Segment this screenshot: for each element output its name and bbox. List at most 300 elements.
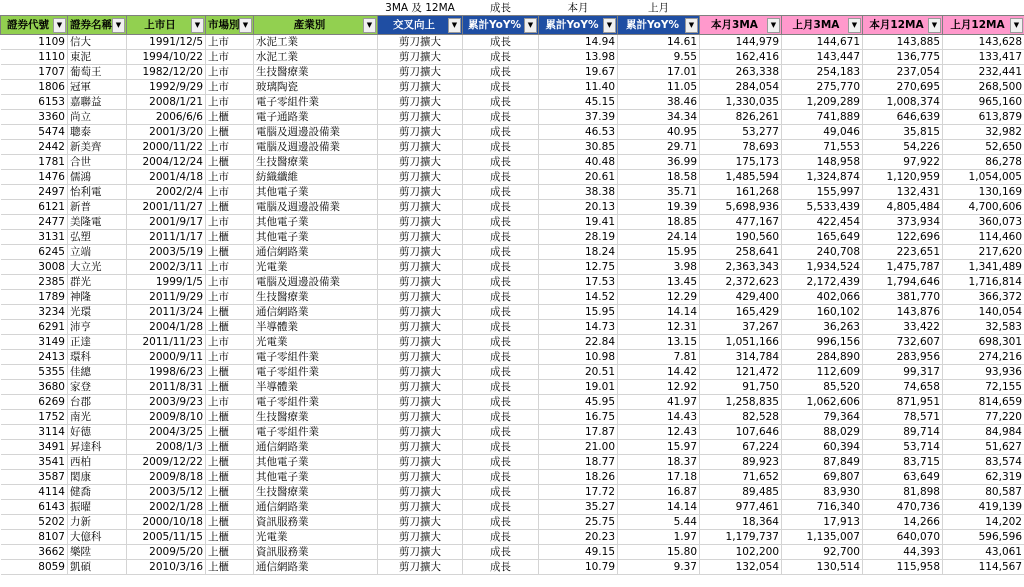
cell-this-month-yoy[interactable]: 13.98 — [539, 50, 618, 65]
cell-stock-code[interactable]: 2385 — [1, 275, 68, 290]
cell-market[interactable]: 上櫃 — [206, 530, 254, 545]
cell-this-month-yoy[interactable]: 35.27 — [539, 500, 618, 515]
cell-this-month-12ma[interactable]: 283,956 — [863, 350, 943, 365]
cell-last-month-yoy[interactable]: 1.97 — [618, 530, 700, 545]
cell-growth-yoy[interactable]: 成長 — [463, 365, 539, 380]
cell-cross-up[interactable]: 剪刀擴大 — [378, 425, 463, 440]
cell-this-month-12ma[interactable]: 115,958 — [863, 560, 943, 575]
cell-this-month-12ma[interactable]: 83,715 — [863, 455, 943, 470]
cell-this-month-yoy[interactable]: 17.53 — [539, 275, 618, 290]
cell-cross-up[interactable]: 剪刀擴大 — [378, 65, 463, 80]
cell-growth-yoy[interactable]: 成長 — [463, 335, 539, 350]
cell-market[interactable]: 上櫃 — [206, 515, 254, 530]
cell-cross-up[interactable]: 剪刀擴大 — [378, 260, 463, 275]
cell-listing-date[interactable]: 2002/2/4 — [127, 185, 206, 200]
cell-stock-code[interactable]: 1789 — [1, 290, 68, 305]
cell-stock-code[interactable]: 6269 — [1, 395, 68, 410]
cell-market[interactable]: 上市 — [206, 260, 254, 275]
cell-growth-yoy[interactable]: 成長 — [463, 560, 539, 575]
cell-stock-code[interactable]: 3149 — [1, 335, 68, 350]
cell-listing-date[interactable]: 2003/5/19 — [127, 245, 206, 260]
cell-stock-code[interactable]: 2442 — [1, 140, 68, 155]
cell-industry[interactable]: 其他電子業 — [254, 470, 378, 485]
cell-last-month-3ma[interactable]: 240,708 — [782, 245, 863, 260]
cell-this-month-3ma[interactable]: 144,979 — [700, 35, 782, 50]
cell-stock-name[interactable]: 正達 — [68, 335, 127, 350]
cell-this-month-3ma[interactable]: 977,461 — [700, 500, 782, 515]
filter-dropdown-icon[interactable]: ▼ — [928, 18, 941, 33]
cell-listing-date[interactable]: 2000/9/11 — [127, 350, 206, 365]
cell-market[interactable]: 上櫃 — [206, 410, 254, 425]
cell-last-month-12ma[interactable]: 114,460 — [943, 230, 1024, 245]
cell-industry[interactable]: 資訊服務業 — [254, 515, 378, 530]
cell-listing-date[interactable]: 2010/3/16 — [127, 560, 206, 575]
cell-last-month-12ma[interactable]: 51,627 — [943, 440, 1024, 455]
cell-this-month-3ma[interactable]: 91,750 — [700, 380, 782, 395]
cell-this-month-3ma[interactable]: 1,051,166 — [700, 335, 782, 350]
cell-growth-yoy[interactable]: 成長 — [463, 35, 539, 50]
cell-industry[interactable]: 通信網路業 — [254, 500, 378, 515]
cell-market[interactable]: 上市 — [206, 185, 254, 200]
cell-stock-name[interactable]: 冠軍 — [68, 80, 127, 95]
cell-stock-code[interactable]: 1806 — [1, 80, 68, 95]
cell-this-month-yoy[interactable]: 17.72 — [539, 485, 618, 500]
cell-last-month-yoy[interactable]: 18.85 — [618, 215, 700, 230]
cell-this-month-yoy[interactable]: 38.38 — [539, 185, 618, 200]
cell-cross-up[interactable]: 剪刀擴大 — [378, 50, 463, 65]
cell-listing-date[interactable]: 2011/8/31 — [127, 380, 206, 395]
cell-last-month-3ma[interactable]: 49,046 — [782, 125, 863, 140]
cell-listing-date[interactable]: 2009/5/20 — [127, 545, 206, 560]
cell-market[interactable]: 上櫃 — [206, 365, 254, 380]
cell-this-month-yoy[interactable]: 11.40 — [539, 80, 618, 95]
cell-stock-name[interactable]: 光環 — [68, 305, 127, 320]
cell-market[interactable]: 上市 — [206, 350, 254, 365]
cell-listing-date[interactable]: 2000/10/18 — [127, 515, 206, 530]
cell-this-month-12ma[interactable]: 81,898 — [863, 485, 943, 500]
cell-industry[interactable]: 半導體業 — [254, 320, 378, 335]
cell-this-month-12ma[interactable]: 97,922 — [863, 155, 943, 170]
cell-stock-name[interactable]: 樂陞 — [68, 545, 127, 560]
cell-industry[interactable]: 半導體業 — [254, 380, 378, 395]
cell-this-month-yoy[interactable]: 46.53 — [539, 125, 618, 140]
cell-this-month-yoy[interactable]: 20.23 — [539, 530, 618, 545]
cell-last-month-3ma[interactable]: 1,209,289 — [782, 95, 863, 110]
cell-listing-date[interactable]: 2001/4/18 — [127, 170, 206, 185]
cell-this-month-yoy[interactable]: 16.75 — [539, 410, 618, 425]
cell-last-month-12ma[interactable]: 52,650 — [943, 140, 1024, 155]
cell-listing-date[interactable]: 1994/10/22 — [127, 50, 206, 65]
filter-dropdown-icon[interactable]: ▼ — [524, 18, 537, 33]
cell-growth-yoy[interactable]: 成長 — [463, 80, 539, 95]
cell-last-month-yoy[interactable]: 19.39 — [618, 200, 700, 215]
cell-cross-up[interactable]: 剪刀擴大 — [378, 440, 463, 455]
cell-last-month-yoy[interactable]: 9.37 — [618, 560, 700, 575]
cell-stock-code[interactable]: 1110 — [1, 50, 68, 65]
cell-market[interactable]: 上櫃 — [206, 500, 254, 515]
cell-stock-name[interactable]: 神隆 — [68, 290, 127, 305]
cell-cross-up[interactable]: 剪刀擴大 — [378, 545, 463, 560]
cell-last-month-12ma[interactable]: 965,160 — [943, 95, 1024, 110]
cell-market[interactable]: 上市 — [206, 95, 254, 110]
cell-industry[interactable]: 電子零組件業 — [254, 395, 378, 410]
cell-cross-up[interactable]: 剪刀擴大 — [378, 500, 463, 515]
cell-stock-code[interactable]: 6143 — [1, 500, 68, 515]
cell-industry[interactable]: 玻璃陶瓷 — [254, 80, 378, 95]
cell-industry[interactable]: 電腦及週邊設備業 — [254, 200, 378, 215]
cell-last-month-yoy[interactable]: 24.14 — [618, 230, 700, 245]
cell-last-month-12ma[interactable]: 1,716,814 — [943, 275, 1024, 290]
cell-market[interactable]: 上櫃 — [206, 155, 254, 170]
cell-growth-yoy[interactable]: 成長 — [463, 245, 539, 260]
cell-last-month-3ma[interactable]: 87,849 — [782, 455, 863, 470]
cell-this-month-3ma[interactable]: 78,693 — [700, 140, 782, 155]
cell-last-month-12ma[interactable]: 80,587 — [943, 485, 1024, 500]
cell-this-month-3ma[interactable]: 429,400 — [700, 290, 782, 305]
cell-listing-date[interactable]: 2001/11/27 — [127, 200, 206, 215]
cell-this-month-12ma[interactable]: 143,885 — [863, 35, 943, 50]
cell-stock-code[interactable]: 1109 — [1, 35, 68, 50]
cell-market[interactable]: 上櫃 — [206, 560, 254, 575]
cell-this-month-yoy[interactable]: 14.94 — [539, 35, 618, 50]
cell-stock-code[interactable]: 2497 — [1, 185, 68, 200]
cell-industry[interactable]: 水泥工業 — [254, 50, 378, 65]
cell-market[interactable]: 上櫃 — [206, 545, 254, 560]
cell-last-month-yoy[interactable]: 12.43 — [618, 425, 700, 440]
cell-this-month-12ma[interactable]: 136,775 — [863, 50, 943, 65]
cell-listing-date[interactable]: 2001/9/17 — [127, 215, 206, 230]
cell-this-month-yoy[interactable]: 45.15 — [539, 95, 618, 110]
cell-last-month-3ma[interactable]: 1,324,874 — [782, 170, 863, 185]
cell-cross-up[interactable]: 剪刀擴大 — [378, 560, 463, 575]
cell-last-month-3ma[interactable]: 284,890 — [782, 350, 863, 365]
cell-listing-date[interactable]: 2009/8/10 — [127, 410, 206, 425]
cell-this-month-yoy[interactable]: 20.13 — [539, 200, 618, 215]
cell-stock-code[interactable]: 1781 — [1, 155, 68, 170]
cell-cross-up[interactable]: 剪刀擴大 — [378, 155, 463, 170]
cell-last-month-yoy[interactable]: 18.37 — [618, 455, 700, 470]
cell-last-month-3ma[interactable]: 83,930 — [782, 485, 863, 500]
cell-stock-code[interactable]: 1476 — [1, 170, 68, 185]
cell-stock-name[interactable]: 閎康 — [68, 470, 127, 485]
cell-last-month-12ma[interactable]: 133,417 — [943, 50, 1024, 65]
cell-this-month-12ma[interactable]: 646,639 — [863, 110, 943, 125]
cell-stock-code[interactable]: 8107 — [1, 530, 68, 545]
cell-last-month-3ma[interactable]: 254,183 — [782, 65, 863, 80]
cell-market[interactable]: 上市 — [206, 335, 254, 350]
cell-stock-name[interactable]: 東泥 — [68, 50, 127, 65]
cell-this-month-12ma[interactable]: 4,805,484 — [863, 200, 943, 215]
cell-last-month-12ma[interactable]: 77,220 — [943, 410, 1024, 425]
cell-this-month-3ma[interactable]: 190,560 — [700, 230, 782, 245]
cell-this-month-yoy[interactable]: 19.41 — [539, 215, 618, 230]
cell-growth-yoy[interactable]: 成長 — [463, 185, 539, 200]
cell-stock-name[interactable]: 沛亨 — [68, 320, 127, 335]
cell-market[interactable]: 上市 — [206, 80, 254, 95]
cell-stock-code[interactable]: 1707 — [1, 65, 68, 80]
cell-this-month-12ma[interactable]: 99,317 — [863, 365, 943, 380]
cell-stock-name[interactable]: 尚立 — [68, 110, 127, 125]
cell-growth-yoy[interactable]: 成長 — [463, 290, 539, 305]
cell-stock-name[interactable]: 弘塑 — [68, 230, 127, 245]
cell-last-month-12ma[interactable]: 1,341,489 — [943, 260, 1024, 275]
cell-this-month-yoy[interactable]: 14.52 — [539, 290, 618, 305]
cell-last-month-yoy[interactable]: 14.43 — [618, 410, 700, 425]
filter-dropdown-icon[interactable]: ▼ — [1010, 18, 1023, 33]
cell-industry[interactable]: 電腦及週邊設備業 — [254, 140, 378, 155]
cell-stock-code[interactable]: 3587 — [1, 470, 68, 485]
cell-cross-up[interactable]: 剪刀擴大 — [378, 515, 463, 530]
cell-stock-name[interactable]: 儒鴻 — [68, 170, 127, 185]
cell-industry[interactable]: 其他電子業 — [254, 215, 378, 230]
cell-industry[interactable]: 生技醫療業 — [254, 485, 378, 500]
cell-cross-up[interactable]: 剪刀擴大 — [378, 485, 463, 500]
cell-cross-up[interactable]: 剪刀擴大 — [378, 125, 463, 140]
cell-last-month-3ma[interactable]: 69,807 — [782, 470, 863, 485]
cell-stock-code[interactable]: 3131 — [1, 230, 68, 245]
cell-industry[interactable]: 通信網路業 — [254, 305, 378, 320]
cell-this-month-yoy[interactable]: 10.98 — [539, 350, 618, 365]
cell-stock-name[interactable]: 大立光 — [68, 260, 127, 275]
cell-last-month-12ma[interactable]: 83,574 — [943, 455, 1024, 470]
cell-stock-code[interactable]: 3662 — [1, 545, 68, 560]
cell-stock-name[interactable]: 健喬 — [68, 485, 127, 500]
cell-last-month-yoy[interactable]: 18.58 — [618, 170, 700, 185]
cell-last-month-3ma[interactable]: 1,135,007 — [782, 530, 863, 545]
cell-this-month-3ma[interactable]: 5,698,936 — [700, 200, 782, 215]
cell-stock-code[interactable]: 3008 — [1, 260, 68, 275]
cell-market[interactable]: 上櫃 — [206, 110, 254, 125]
cell-this-month-yoy[interactable]: 20.51 — [539, 365, 618, 380]
filter-dropdown-icon[interactable]: ▼ — [603, 18, 616, 33]
filter-dropdown-icon[interactable]: ▼ — [191, 18, 204, 33]
cell-growth-yoy[interactable]: 成長 — [463, 515, 539, 530]
cell-last-month-yoy[interactable]: 38.46 — [618, 95, 700, 110]
cell-cross-up[interactable]: 剪刀擴大 — [378, 80, 463, 95]
cell-market[interactable]: 上市 — [206, 50, 254, 65]
cell-last-month-yoy[interactable]: 12.31 — [618, 320, 700, 335]
filter-dropdown-icon[interactable]: ▼ — [848, 18, 861, 33]
cell-last-month-yoy[interactable]: 11.05 — [618, 80, 700, 95]
cell-industry[interactable]: 電腦及週邊設備業 — [254, 275, 378, 290]
cell-listing-date[interactable]: 2006/6/6 — [127, 110, 206, 125]
cell-stock-name[interactable]: 環科 — [68, 350, 127, 365]
cell-cross-up[interactable]: 剪刀擴大 — [378, 35, 463, 50]
cell-market[interactable]: 上櫃 — [206, 125, 254, 140]
cell-growth-yoy[interactable]: 成長 — [463, 65, 539, 80]
cell-last-month-yoy[interactable]: 13.45 — [618, 275, 700, 290]
cell-stock-code[interactable]: 5355 — [1, 365, 68, 380]
cell-stock-name[interactable]: 葡萄王 — [68, 65, 127, 80]
cell-last-month-12ma[interactable]: 32,583 — [943, 320, 1024, 335]
cell-last-month-yoy[interactable]: 35.71 — [618, 185, 700, 200]
cell-this-month-3ma[interactable]: 121,472 — [700, 365, 782, 380]
cell-last-month-12ma[interactable]: 360,073 — [943, 215, 1024, 230]
cell-stock-name[interactable]: 西柏 — [68, 455, 127, 470]
cell-market[interactable]: 上市 — [206, 290, 254, 305]
cell-last-month-12ma[interactable]: 1,054,005 — [943, 170, 1024, 185]
cell-last-month-12ma[interactable]: 698,301 — [943, 335, 1024, 350]
cell-stock-name[interactable]: 台郡 — [68, 395, 127, 410]
cell-stock-code[interactable]: 3114 — [1, 425, 68, 440]
cell-market[interactable]: 上市 — [206, 65, 254, 80]
cell-last-month-12ma[interactable]: 72,155 — [943, 380, 1024, 395]
cell-last-month-3ma[interactable]: 85,520 — [782, 380, 863, 395]
cell-last-month-yoy[interactable]: 5.44 — [618, 515, 700, 530]
cell-listing-date[interactable]: 1998/6/23 — [127, 365, 206, 380]
cell-last-month-3ma[interactable]: 1,062,606 — [782, 395, 863, 410]
filter-dropdown-icon[interactable]: ▼ — [767, 18, 780, 33]
cell-stock-name[interactable]: 嘉聯益 — [68, 95, 127, 110]
cell-stock-name[interactable]: 信大 — [68, 35, 127, 50]
cell-listing-date[interactable]: 2008/1/3 — [127, 440, 206, 455]
cell-stock-name[interactable]: 家登 — [68, 380, 127, 395]
cell-this-month-yoy[interactable]: 17.87 — [539, 425, 618, 440]
cell-last-month-3ma[interactable]: 148,958 — [782, 155, 863, 170]
cell-cross-up[interactable]: 剪刀擴大 — [378, 245, 463, 260]
cell-growth-yoy[interactable]: 成長 — [463, 260, 539, 275]
cell-industry[interactable]: 光電業 — [254, 530, 378, 545]
cell-growth-yoy[interactable]: 成長 — [463, 170, 539, 185]
cell-listing-date[interactable]: 1999/1/5 — [127, 275, 206, 290]
cell-this-month-3ma[interactable]: 826,261 — [700, 110, 782, 125]
cell-last-month-3ma[interactable]: 2,172,439 — [782, 275, 863, 290]
cell-last-month-3ma[interactable]: 130,514 — [782, 560, 863, 575]
cell-this-month-yoy[interactable]: 19.67 — [539, 65, 618, 80]
cell-last-month-12ma[interactable]: 232,441 — [943, 65, 1024, 80]
cell-last-month-12ma[interactable]: 217,620 — [943, 245, 1024, 260]
cell-cross-up[interactable]: 剪刀擴大 — [378, 185, 463, 200]
cell-this-month-yoy[interactable]: 10.79 — [539, 560, 618, 575]
cell-stock-code[interactable]: 5474 — [1, 125, 68, 140]
cell-growth-yoy[interactable]: 成長 — [463, 470, 539, 485]
cell-this-month-12ma[interactable]: 732,607 — [863, 335, 943, 350]
cell-this-month-3ma[interactable]: 2,363,343 — [700, 260, 782, 275]
cell-market[interactable]: 上櫃 — [206, 320, 254, 335]
cell-cross-up[interactable]: 剪刀擴大 — [378, 200, 463, 215]
cell-last-month-yoy[interactable]: 3.98 — [618, 260, 700, 275]
cell-listing-date[interactable]: 2004/12/24 — [127, 155, 206, 170]
cell-growth-yoy[interactable]: 成長 — [463, 425, 539, 440]
cell-stock-name[interactable]: 怡利電 — [68, 185, 127, 200]
cell-industry[interactable]: 生技醫療業 — [254, 155, 378, 170]
cell-listing-date[interactable]: 2011/3/24 — [127, 305, 206, 320]
cell-cross-up[interactable]: 剪刀擴大 — [378, 380, 463, 395]
cell-this-month-12ma[interactable]: 132,431 — [863, 185, 943, 200]
filter-dropdown-icon[interactable]: ▼ — [239, 18, 252, 33]
cell-this-month-3ma[interactable]: 314,784 — [700, 350, 782, 365]
cell-listing-date[interactable]: 2011/9/29 — [127, 290, 206, 305]
cell-this-month-3ma[interactable]: 102,200 — [700, 545, 782, 560]
cell-growth-yoy[interactable]: 成長 — [463, 230, 539, 245]
cell-cross-up[interactable]: 剪刀擴大 — [378, 350, 463, 365]
cell-this-month-12ma[interactable]: 78,571 — [863, 410, 943, 425]
cell-growth-yoy[interactable]: 成長 — [463, 95, 539, 110]
cell-growth-yoy[interactable]: 成長 — [463, 545, 539, 560]
cell-this-month-yoy[interactable]: 49.15 — [539, 545, 618, 560]
cell-industry[interactable]: 紡織纖維 — [254, 170, 378, 185]
cell-this-month-12ma[interactable]: 373,934 — [863, 215, 943, 230]
cell-growth-yoy[interactable]: 成長 — [463, 380, 539, 395]
cell-last-month-12ma[interactable]: 114,567 — [943, 560, 1024, 575]
cell-growth-yoy[interactable]: 成長 — [463, 530, 539, 545]
cell-this-month-12ma[interactable]: 44,393 — [863, 545, 943, 560]
cell-industry[interactable]: 電子零組件業 — [254, 95, 378, 110]
cell-this-month-3ma[interactable]: 1,485,594 — [700, 170, 782, 185]
cell-last-month-12ma[interactable]: 4,700,606 — [943, 200, 1024, 215]
cell-stock-name[interactable]: 佳總 — [68, 365, 127, 380]
cell-listing-date[interactable]: 2002/1/28 — [127, 500, 206, 515]
cell-market[interactable]: 上市 — [206, 140, 254, 155]
cell-listing-date[interactable]: 2009/8/18 — [127, 470, 206, 485]
cell-growth-yoy[interactable]: 成長 — [463, 485, 539, 500]
cell-this-month-3ma[interactable]: 89,923 — [700, 455, 782, 470]
cell-market[interactable]: 上櫃 — [206, 305, 254, 320]
cell-cross-up[interactable]: 剪刀擴大 — [378, 335, 463, 350]
cell-growth-yoy[interactable]: 成長 — [463, 440, 539, 455]
cell-industry[interactable]: 通信網路業 — [254, 245, 378, 260]
cell-last-month-3ma[interactable]: 88,029 — [782, 425, 863, 440]
cell-cross-up[interactable]: 剪刀擴大 — [378, 215, 463, 230]
cell-last-month-yoy[interactable]: 41.97 — [618, 395, 700, 410]
cell-cross-up[interactable]: 剪刀擴大 — [378, 95, 463, 110]
cell-last-month-yoy[interactable]: 9.55 — [618, 50, 700, 65]
cell-this-month-yoy[interactable]: 21.00 — [539, 440, 618, 455]
cell-last-month-12ma[interactable]: 814,659 — [943, 395, 1024, 410]
cell-listing-date[interactable]: 2003/9/23 — [127, 395, 206, 410]
cell-last-month-12ma[interactable]: 14,202 — [943, 515, 1024, 530]
cell-stock-code[interactable]: 2477 — [1, 215, 68, 230]
cell-listing-date[interactable]: 2003/5/12 — [127, 485, 206, 500]
cell-growth-yoy[interactable]: 成長 — [463, 455, 539, 470]
cell-last-month-3ma[interactable]: 165,649 — [782, 230, 863, 245]
cell-cross-up[interactable]: 剪刀擴大 — [378, 290, 463, 305]
cell-cross-up[interactable]: 剪刀擴大 — [378, 170, 463, 185]
cell-stock-name[interactable]: 聰泰 — [68, 125, 127, 140]
cell-last-month-yoy[interactable]: 14.61 — [618, 35, 700, 50]
cell-stock-code[interactable]: 6153 — [1, 95, 68, 110]
cell-last-month-3ma[interactable]: 996,156 — [782, 335, 863, 350]
cell-industry[interactable]: 光電業 — [254, 260, 378, 275]
cell-market[interactable]: 上市 — [206, 215, 254, 230]
cell-stock-code[interactable]: 8059 — [1, 560, 68, 575]
cell-this-month-12ma[interactable]: 54,226 — [863, 140, 943, 155]
cell-industry[interactable]: 生技醫療業 — [254, 290, 378, 305]
cell-last-month-12ma[interactable]: 86,278 — [943, 155, 1024, 170]
cell-this-month-12ma[interactable]: 35,815 — [863, 125, 943, 140]
cell-this-month-3ma[interactable]: 1,179,737 — [700, 530, 782, 545]
cell-this-month-yoy[interactable]: 28.19 — [539, 230, 618, 245]
cell-stock-name[interactable]: 新美齊 — [68, 140, 127, 155]
cell-this-month-3ma[interactable]: 18,364 — [700, 515, 782, 530]
cell-last-month-yoy[interactable]: 14.14 — [618, 500, 700, 515]
cell-this-month-12ma[interactable]: 381,770 — [863, 290, 943, 305]
cell-stock-name[interactable]: 群光 — [68, 275, 127, 290]
cell-listing-date[interactable]: 2001/3/20 — [127, 125, 206, 140]
cell-this-month-yoy[interactable]: 37.39 — [539, 110, 618, 125]
cell-this-month-12ma[interactable]: 33,422 — [863, 320, 943, 335]
cell-growth-yoy[interactable]: 成長 — [463, 395, 539, 410]
cell-stock-code[interactable]: 3234 — [1, 305, 68, 320]
cell-last-month-3ma[interactable]: 275,770 — [782, 80, 863, 95]
cell-cross-up[interactable]: 剪刀擴大 — [378, 410, 463, 425]
cell-industry[interactable]: 電子零組件業 — [254, 425, 378, 440]
cell-last-month-3ma[interactable]: 5,533,439 — [782, 200, 863, 215]
cell-last-month-yoy[interactable]: 12.29 — [618, 290, 700, 305]
cell-this-month-3ma[interactable]: 175,173 — [700, 155, 782, 170]
cell-growth-yoy[interactable]: 成長 — [463, 50, 539, 65]
cell-industry[interactable]: 資訊服務業 — [254, 545, 378, 560]
